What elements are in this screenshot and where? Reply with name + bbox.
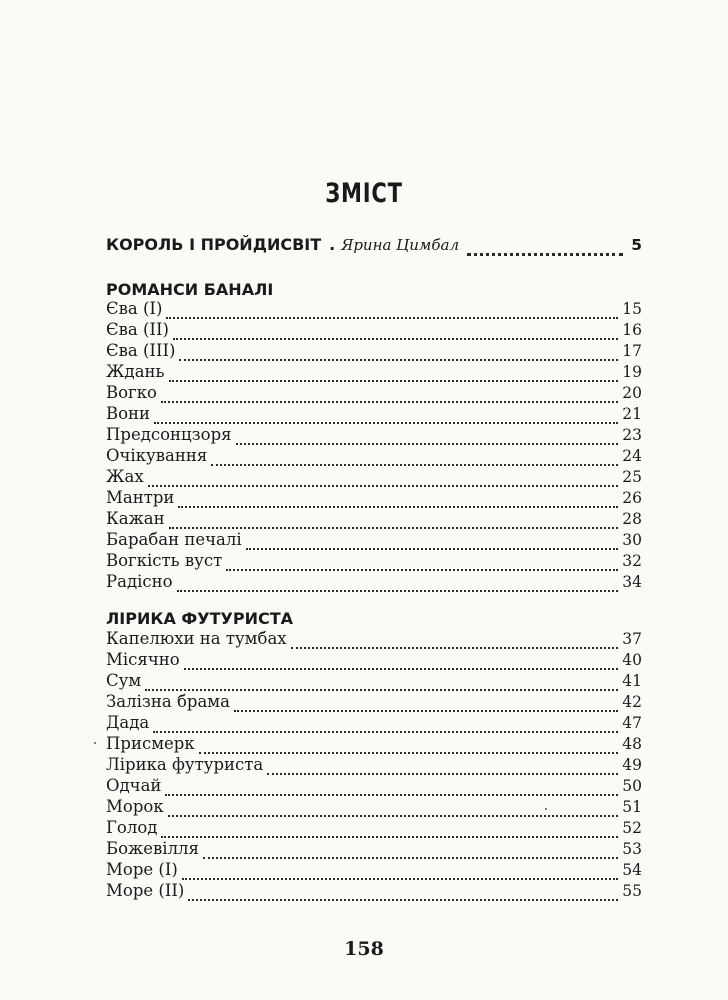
toc-entry — [106, 880, 642, 902]
entry-title: Божевілля — [106, 839, 199, 858]
dot-leader — [184, 654, 619, 670]
entry-title: Сум — [106, 671, 142, 690]
toc-intro-entry — [106, 234, 642, 256]
page-number: 51 — [622, 798, 642, 816]
entry-title: Залізна брама — [106, 692, 230, 711]
page-number: 48 — [622, 735, 642, 753]
page-number: 54 — [622, 861, 642, 879]
dot-leader — [203, 843, 618, 859]
page-number: 16 — [622, 321, 642, 339]
toc-entry — [106, 859, 642, 881]
dot-leader — [234, 696, 618, 712]
entry-title: Мантри — [106, 488, 175, 507]
toc-entry — [106, 361, 642, 383]
dot-leader — [161, 387, 618, 403]
dot-leader — [153, 717, 618, 733]
page-number: 37 — [622, 630, 642, 648]
page-number: 49 — [622, 756, 642, 774]
page-number: 23 — [622, 426, 642, 444]
toc-entry — [106, 691, 642, 713]
entry-title: Єва (I) — [106, 299, 163, 318]
dot-leader — [467, 239, 623, 256]
page-number: 24 — [622, 447, 642, 465]
page-number: 15 — [622, 300, 642, 318]
dot-leader — [177, 576, 619, 592]
toc-entry — [106, 754, 642, 776]
entry-title: Лірика футуриста — [106, 755, 264, 774]
toc-entry — [106, 796, 642, 818]
toc-entry — [106, 649, 642, 671]
page-number: 34 — [622, 573, 642, 591]
dot-leader — [199, 738, 619, 754]
entry-title: Місячно — [106, 650, 180, 669]
dot-leader — [291, 633, 619, 649]
intro-separator: . — [329, 235, 336, 254]
dot-leader — [173, 324, 618, 340]
dot-leader — [179, 345, 618, 361]
toc-entry — [106, 382, 642, 404]
entry-title: Капелюхи на тумбах — [106, 629, 287, 648]
page-number: 42 — [622, 693, 642, 711]
dot-leader — [182, 864, 618, 880]
toc-entry — [106, 733, 642, 755]
entry-title: Вогкість вуст — [106, 551, 223, 570]
entry-title: Барабан печалі — [106, 530, 242, 549]
toc-entry — [106, 508, 642, 530]
toc-entry — [106, 319, 642, 341]
intro-title: КОРОЛЬ І ПРОЙДИСВІТ — [106, 235, 322, 254]
dot-leader — [161, 822, 618, 838]
page-number: 50 — [622, 777, 642, 795]
toc-entry — [106, 445, 642, 467]
entry-title: Кажан — [106, 509, 165, 528]
dot-leader — [168, 801, 619, 817]
page-title: ЗМІСТ — [325, 178, 403, 209]
section-heading: РОМАНСИ БАНАЛІ — [106, 280, 274, 299]
entry-title: Дада — [106, 713, 150, 732]
entry-title: Єва (III) — [106, 341, 176, 360]
page-number: 17 — [622, 342, 642, 360]
entry-title: Море (II) — [106, 881, 185, 900]
entry-title: Вони — [106, 404, 151, 423]
entry-title: Присмерк — [106, 734, 195, 753]
page-number: 55 — [622, 882, 642, 900]
dot-leader — [236, 429, 619, 445]
dot-leader — [188, 885, 618, 901]
page-number: 52 — [622, 819, 642, 837]
page-number: 30 — [622, 531, 642, 549]
entry-title: Єва (II) — [106, 320, 169, 339]
dot-leader — [166, 303, 618, 319]
page-number: 40 — [622, 651, 642, 669]
toc-entry — [106, 838, 642, 860]
entry-title: Предсонцзоря — [106, 425, 232, 444]
entry-title: Одчай — [106, 776, 162, 795]
entry-title: Вогко — [106, 383, 157, 402]
entry-title: Жах — [106, 467, 144, 486]
dot-leader — [267, 759, 618, 775]
page-number: 5 — [631, 236, 642, 254]
dot-leader — [178, 492, 618, 508]
dot-leader — [246, 534, 619, 550]
toc-entry — [106, 424, 642, 446]
section-heading: ЛІРИКА ФУТУРИСТА — [106, 609, 293, 628]
toc-entry — [106, 466, 642, 488]
print-speck — [94, 742, 96, 744]
toc-entry — [106, 298, 642, 320]
page-number: 41 — [622, 672, 642, 690]
page-number: 32 — [622, 552, 642, 570]
page-number: 28 — [622, 510, 642, 528]
toc-entry — [106, 670, 642, 692]
dot-leader — [145, 675, 618, 691]
toc-entry — [106, 712, 642, 734]
dot-leader — [169, 513, 619, 529]
page-folio: 158 — [344, 938, 384, 960]
page-number: 25 — [622, 468, 642, 486]
page-number: 47 — [622, 714, 642, 732]
dot-leader — [154, 408, 618, 424]
print-speck — [545, 808, 547, 810]
toc-entry — [106, 529, 642, 551]
toc-entry — [106, 550, 642, 572]
dot-leader — [211, 450, 618, 466]
toc-entry — [106, 628, 642, 650]
page-number: 21 — [622, 405, 642, 423]
entry-title: Ждань — [106, 362, 165, 381]
entry-title: Голод — [106, 818, 158, 837]
page-number: 53 — [622, 840, 642, 858]
toc-entry — [106, 775, 642, 797]
dot-leader — [165, 780, 618, 796]
entry-title: Морок — [106, 797, 164, 816]
entry-title: Радісно — [106, 572, 173, 591]
page-number: 26 — [622, 489, 642, 507]
page-number: 19 — [622, 363, 642, 381]
dot-leader — [148, 471, 619, 487]
toc-entry — [106, 403, 642, 425]
page-number: 20 — [622, 384, 642, 402]
entry-title: Море (I) — [106, 860, 178, 879]
toc-entry — [106, 817, 642, 839]
entry-title: Очікування — [106, 446, 208, 465]
intro-author: Ярина Цимбал — [341, 236, 460, 254]
dot-leader — [169, 366, 619, 382]
toc-entry — [106, 571, 642, 593]
dot-leader — [226, 555, 618, 571]
toc-entry — [106, 340, 642, 362]
toc-entry — [106, 487, 642, 509]
